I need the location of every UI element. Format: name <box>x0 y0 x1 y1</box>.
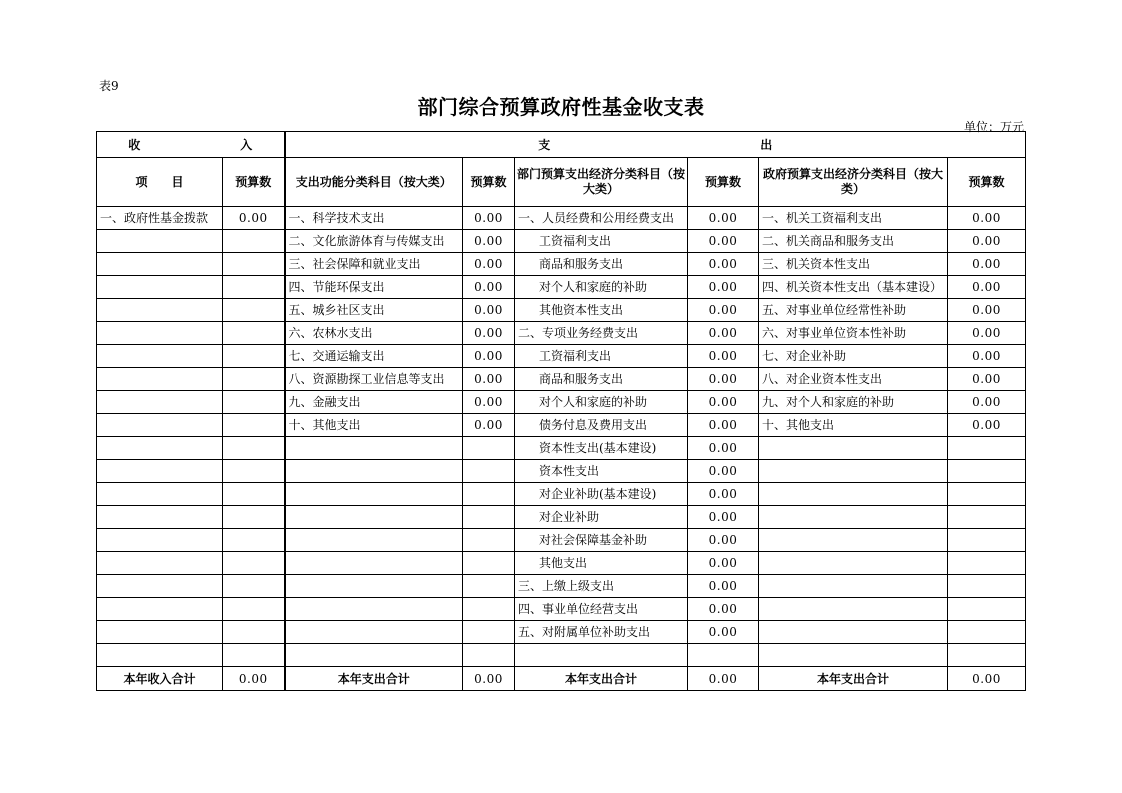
gov-econ-item-cell <box>759 552 948 575</box>
dept-econ-budget-cell: 0.00 <box>688 391 759 414</box>
dept-econ-item-cell: 一、人员经费和公用经费支出 <box>515 207 688 230</box>
total-func-value: 0.00 <box>463 667 515 691</box>
dept-econ-budget-cell: 0.00 <box>688 483 759 506</box>
func-budget-cell <box>463 621 515 644</box>
func-budget-cell <box>463 460 515 483</box>
func-budget-cell: 0.00 <box>463 322 515 345</box>
gov-econ-budget-cell: 0.00 <box>948 299 1026 322</box>
expense-label-left: 支 <box>538 137 551 152</box>
dept-econ-item-cell: 二、专项业务经费支出 <box>515 322 688 345</box>
func-item-cell: 五、城乡社区支出 <box>285 299 463 322</box>
income-item-cell <box>97 299 223 322</box>
col-header-dept-econ: 部门预算支出经济分类科目（按大类） <box>515 158 688 207</box>
func-item-cell: 六、农林水支出 <box>285 322 463 345</box>
dept-econ-item-cell: 商品和服务支出 <box>515 253 688 276</box>
table-row <box>97 621 1026 644</box>
dept-econ-budget-cell: 0.00 <box>688 253 759 276</box>
income-item-cell <box>97 276 223 299</box>
func-item-cell <box>285 483 463 506</box>
func-budget-cell <box>463 598 515 621</box>
dept-econ-item-cell: 其他资本性支出 <box>515 299 688 322</box>
dept-econ-item-cell: 对企业补助 <box>515 506 688 529</box>
func-budget-cell: 0.00 <box>463 299 515 322</box>
dept-econ-budget-cell: 0.00 <box>688 460 759 483</box>
func-item-cell <box>285 575 463 598</box>
func-item-cell: 二、文化旅游体育与传媒支出 <box>285 230 463 253</box>
income-item-cell <box>97 391 223 414</box>
gov-econ-item-cell: 三、机关资本性支出 <box>759 253 948 276</box>
income-budget-cell <box>223 460 285 483</box>
income-item-cell <box>97 230 223 253</box>
dept-econ-budget-cell: 0.00 <box>688 230 759 253</box>
income-budget-cell <box>223 644 285 667</box>
income-budget-cell <box>223 483 285 506</box>
total-gov-label: 本年支出合计 <box>759 667 948 691</box>
section-row <box>97 132 1026 158</box>
col-header-item: 项 目 <box>97 158 223 207</box>
dept-econ-budget-cell: 0.00 <box>688 506 759 529</box>
func-budget-cell: 0.00 <box>463 230 515 253</box>
gov-econ-budget-cell <box>948 529 1026 552</box>
gov-econ-budget-cell <box>948 483 1026 506</box>
func-budget-cell <box>463 529 515 552</box>
income-budget-cell <box>223 322 285 345</box>
func-item-cell <box>285 552 463 575</box>
gov-econ-item-cell <box>759 529 948 552</box>
dept-econ-budget-cell: 0.00 <box>688 207 759 230</box>
func-budget-cell: 0.00 <box>463 207 515 230</box>
income-item-cell <box>97 253 223 276</box>
table-row <box>97 299 1026 322</box>
col-header-budget-3: 预算数 <box>688 158 759 207</box>
income-budget-cell <box>223 529 285 552</box>
table-row <box>97 506 1026 529</box>
func-budget-cell: 0.00 <box>463 391 515 414</box>
func-budget-cell <box>463 575 515 598</box>
budget-table <box>96 131 1026 691</box>
table-row <box>97 276 1026 299</box>
func-budget-cell: 0.00 <box>463 253 515 276</box>
func-budget-cell: 0.00 <box>463 276 515 299</box>
col-header-budget-2: 预算数 <box>463 158 515 207</box>
table-row <box>97 644 1026 667</box>
total-func-label: 本年支出合计 <box>285 667 463 691</box>
gov-econ-budget-cell: 0.00 <box>948 230 1026 253</box>
table-row <box>97 391 1026 414</box>
dept-econ-budget-cell: 0.00 <box>688 621 759 644</box>
gov-econ-budget-cell <box>948 644 1026 667</box>
income-budget-cell <box>223 506 285 529</box>
dept-econ-budget-cell: 0.00 <box>688 598 759 621</box>
income-item-cell <box>97 644 223 667</box>
func-budget-cell <box>463 437 515 460</box>
dept-econ-item-cell: 资本性支出(基本建设) <box>515 437 688 460</box>
income-budget-cell: 0.00 <box>223 207 285 230</box>
gov-econ-budget-cell: 0.00 <box>948 391 1026 414</box>
income-budget-cell <box>223 345 285 368</box>
gov-econ-budget-cell <box>948 575 1026 598</box>
total-income-value: 0.00 <box>223 667 285 691</box>
dept-econ-budget-cell: 0.00 <box>688 552 759 575</box>
func-item-cell: 七、交通运输支出 <box>285 345 463 368</box>
income-budget-cell <box>223 552 285 575</box>
dept-econ-budget-cell: 0.00 <box>688 322 759 345</box>
gov-econ-item-cell: 九、对个人和家庭的补助 <box>759 391 948 414</box>
gov-econ-item-cell <box>759 644 948 667</box>
gov-econ-budget-cell: 0.00 <box>948 414 1026 437</box>
total-dept-value: 0.00 <box>688 667 759 691</box>
gov-econ-budget-cell <box>948 437 1026 460</box>
total-gov-value: 0.00 <box>948 667 1026 691</box>
income-budget-cell <box>223 621 285 644</box>
dept-econ-item-cell: 其他支出 <box>515 552 688 575</box>
income-budget-cell <box>223 391 285 414</box>
gov-econ-budget-cell <box>948 460 1026 483</box>
dept-econ-budget-cell: 0.00 <box>688 414 759 437</box>
func-budget-cell <box>463 552 515 575</box>
gov-econ-budget-cell: 0.00 <box>948 322 1026 345</box>
dept-econ-budget-cell: 0.00 <box>688 276 759 299</box>
gov-econ-budget-cell: 0.00 <box>948 253 1026 276</box>
expense-section-header <box>285 132 1026 158</box>
income-label-right: 入 <box>240 137 253 152</box>
table-row <box>97 345 1026 368</box>
func-item-cell: 九、金融支出 <box>285 391 463 414</box>
dept-econ-budget-cell: 0.00 <box>688 299 759 322</box>
totals-row <box>97 667 1026 691</box>
income-item-cell <box>97 368 223 391</box>
income-section-header <box>97 132 285 158</box>
table-row <box>97 460 1026 483</box>
gov-econ-item-cell <box>759 621 948 644</box>
func-budget-cell <box>463 483 515 506</box>
income-budget-cell <box>223 299 285 322</box>
gov-econ-budget-cell <box>948 598 1026 621</box>
func-budget-cell <box>463 644 515 667</box>
dept-econ-item-cell: 对个人和家庭的补助 <box>515 391 688 414</box>
gov-econ-item-cell <box>759 506 948 529</box>
income-item-cell <box>97 483 223 506</box>
col-header-budget-4: 预算数 <box>948 158 1026 207</box>
dept-econ-item-cell: 工资福利支出 <box>515 345 688 368</box>
func-item-cell: 三、社会保障和就业支出 <box>285 253 463 276</box>
table-row <box>97 207 1026 230</box>
income-budget-cell <box>223 276 285 299</box>
income-budget-cell <box>223 230 285 253</box>
column-header-row <box>97 158 1026 207</box>
gov-econ-budget-cell: 0.00 <box>948 368 1026 391</box>
func-budget-cell: 0.00 <box>463 368 515 391</box>
table-row <box>97 529 1026 552</box>
income-item-cell <box>97 598 223 621</box>
expense-label-right: 出 <box>760 137 773 152</box>
func-item-cell <box>285 621 463 644</box>
dept-econ-item-cell: 工资福利支出 <box>515 230 688 253</box>
gov-econ-item-cell: 十、其他支出 <box>759 414 948 437</box>
dept-econ-item-cell: 对社会保障基金补助 <box>515 529 688 552</box>
gov-econ-item-cell: 二、机关商品和服务支出 <box>759 230 948 253</box>
func-item-cell: 四、节能环保支出 <box>285 276 463 299</box>
table-row <box>97 437 1026 460</box>
col-header-budget-1: 预算数 <box>223 158 285 207</box>
total-dept-label: 本年支出合计 <box>515 667 688 691</box>
dept-econ-budget-cell: 0.00 <box>688 529 759 552</box>
func-item-cell <box>285 437 463 460</box>
table-row <box>97 414 1026 437</box>
table-row <box>97 322 1026 345</box>
func-budget-cell: 0.00 <box>463 345 515 368</box>
func-item-cell: 八、资源勘探工业信息等支出 <box>285 368 463 391</box>
gov-econ-item-cell <box>759 575 948 598</box>
dept-econ-item-cell: 资本性支出 <box>515 460 688 483</box>
func-item-cell <box>285 529 463 552</box>
gov-econ-budget-cell: 0.00 <box>948 345 1026 368</box>
gov-econ-item-cell: 一、机关工资福利支出 <box>759 207 948 230</box>
func-item-cell <box>285 598 463 621</box>
table-row <box>97 483 1026 506</box>
income-budget-cell <box>223 368 285 391</box>
table-row <box>97 368 1026 391</box>
dept-econ-item-cell: 债务付息及费用支出 <box>515 414 688 437</box>
table-row <box>97 230 1026 253</box>
dept-econ-budget-cell: 0.00 <box>688 345 759 368</box>
gov-econ-budget-cell <box>948 552 1026 575</box>
total-income-label: 本年收入合计 <box>97 667 223 691</box>
table-row <box>97 575 1026 598</box>
gov-econ-budget-cell <box>948 506 1026 529</box>
income-label-left: 收 <box>128 137 141 152</box>
gov-econ-item-cell: 五、对事业单位经常性补助 <box>759 299 948 322</box>
table-row <box>97 552 1026 575</box>
gov-econ-item-cell <box>759 437 948 460</box>
func-item-cell <box>285 506 463 529</box>
income-item-cell <box>97 437 223 460</box>
table-row <box>97 598 1026 621</box>
income-item-cell: 一、政府性基金拨款 <box>97 207 223 230</box>
unit-label: 单位：万元 <box>963 120 1024 134</box>
page-title: 部门综合预算政府性基金收支表 <box>417 95 705 119</box>
income-budget-cell <box>223 414 285 437</box>
gov-econ-budget-cell: 0.00 <box>948 207 1026 230</box>
gov-econ-item-cell <box>759 598 948 621</box>
dept-econ-item-cell: 商品和服务支出 <box>515 368 688 391</box>
func-item-cell: 一、科学技术支出 <box>285 207 463 230</box>
dept-econ-budget-cell: 0.00 <box>688 575 759 598</box>
func-budget-cell: 0.00 <box>463 414 515 437</box>
col-header-func: 支出功能分类科目（按大类） <box>285 158 463 207</box>
gov-econ-budget-cell: 0.00 <box>948 276 1026 299</box>
dept-econ-item-cell: 四、事业单位经营支出 <box>515 598 688 621</box>
dept-econ-item-cell <box>515 644 688 667</box>
gov-econ-item-cell <box>759 460 948 483</box>
income-budget-cell <box>223 575 285 598</box>
func-item-cell <box>285 460 463 483</box>
dept-econ-item-cell: 对企业补助(基本建设) <box>515 483 688 506</box>
func-item-cell <box>285 644 463 667</box>
gov-econ-item-cell: 八、对企业资本性支出 <box>759 368 948 391</box>
income-item-cell <box>97 529 223 552</box>
col-header-gov-econ: 政府预算支出经济分类科目（按大类） <box>759 158 948 207</box>
table-row <box>97 253 1026 276</box>
income-item-cell <box>97 621 223 644</box>
dept-econ-item-cell: 对个人和家庭的补助 <box>515 276 688 299</box>
gov-econ-item-cell: 七、对企业补助 <box>759 345 948 368</box>
income-budget-cell <box>223 437 285 460</box>
dept-econ-item-cell: 三、上缴上级支出 <box>515 575 688 598</box>
gov-econ-budget-cell <box>948 621 1026 644</box>
dept-econ-budget-cell <box>688 644 759 667</box>
income-item-cell <box>97 414 223 437</box>
gov-econ-item-cell: 六、对事业单位资本性补助 <box>759 322 948 345</box>
table-number: 表9 <box>99 79 119 93</box>
income-item-cell <box>97 345 223 368</box>
income-budget-cell <box>223 598 285 621</box>
gov-econ-item-cell <box>759 483 948 506</box>
income-budget-cell <box>223 253 285 276</box>
dept-econ-item-cell: 五、对附属单位补助支出 <box>515 621 688 644</box>
income-item-cell <box>97 460 223 483</box>
income-item-cell <box>97 506 223 529</box>
gov-econ-item-cell: 四、机关资本性支出（基本建设） <box>759 276 948 299</box>
income-item-cell <box>97 322 223 345</box>
func-budget-cell <box>463 506 515 529</box>
func-item-cell: 十、其他支出 <box>285 414 463 437</box>
dept-econ-budget-cell: 0.00 <box>688 368 759 391</box>
income-item-cell <box>97 575 223 598</box>
income-item-cell <box>97 552 223 575</box>
dept-econ-budget-cell: 0.00 <box>688 437 759 460</box>
